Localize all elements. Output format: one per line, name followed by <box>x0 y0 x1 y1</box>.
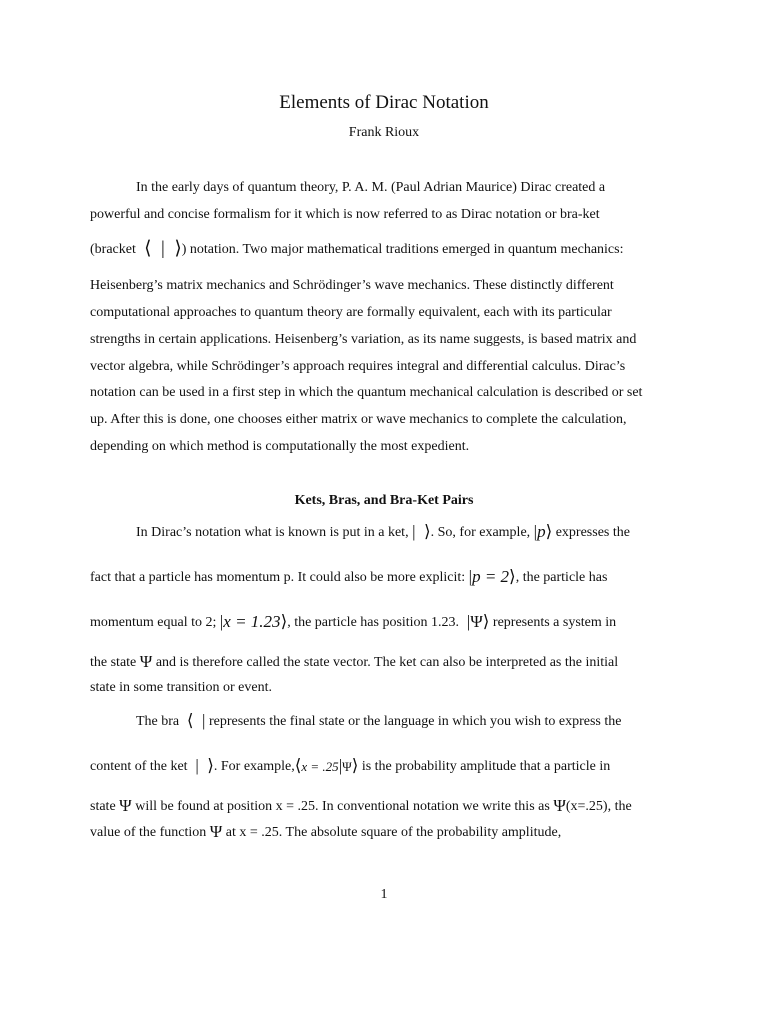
paragraph-line <box>90 568 607 586</box>
ket-p-equals-2: |p = 2⟩ <box>468 567 516 586</box>
paragraph-line <box>90 653 618 671</box>
paragraph-line <box>136 712 621 730</box>
text-fragment: , the particle has position 1.23. <box>287 615 460 630</box>
math-expression: x = .25 <box>301 759 339 774</box>
paragraph-line: notation can be used in a first step in which the quantum mechanical calculation is described or set <box>90 385 643 400</box>
text-fragment: and is therefore called the state vector. The ket can also be interpreted as the initial <box>155 655 619 670</box>
math-expression: x = 1.23 <box>223 612 281 631</box>
text-fragment: In Dirac’s notation what is known is put in a ket, <box>136 525 409 540</box>
paragraph-line <box>90 613 616 631</box>
paragraph-line: vector algebra, while Schrödinger’s approach requires integral and differential calculus. Dirac’s <box>90 359 626 374</box>
text-fragment: the state <box>90 655 137 670</box>
bra-symbol: ⟨ | <box>182 711 206 730</box>
paragraph-line: strengths in certain applications. Heisenberg’s variation, as its name suggests, is based matrix and <box>90 332 637 347</box>
text-fragment: momentum equal to 2; <box>90 615 217 630</box>
text-fragment: , the particle has <box>515 570 608 585</box>
psi-symbol: Ψ <box>209 822 223 841</box>
text-fragment: . For example, <box>213 759 295 774</box>
ket-psi: |Ψ⟩ <box>462 612 490 631</box>
paragraph-line: computational approaches to quantum theory are formally equivalent, each with its particular <box>90 305 612 320</box>
psi-symbol: Ψ <box>553 796 566 815</box>
braket-x-psi: ⟨x = .25|Ψ⟩ <box>294 756 359 775</box>
document-author: Frank Rioux <box>348 125 420 140</box>
psi-symbol: Ψ <box>470 612 483 631</box>
paragraph-line <box>90 823 561 841</box>
text-fragment: value of the function <box>90 825 207 840</box>
text-fragment: ) notation. Two major mathematical traditions emerged in quantum mechanics: <box>181 242 624 257</box>
psi-symbol: Ψ <box>139 652 153 671</box>
ket-symbol: | ⟩ <box>412 522 431 541</box>
text-fragment: . So, for example, <box>430 525 531 540</box>
paragraph-line <box>90 757 610 775</box>
paragraph-line: powerful and concise formalism for it which is now referred to as Dirac notation or bra-ket <box>90 207 600 222</box>
ket-x-equals-1-23: |x = 1.23⟩ <box>219 612 288 631</box>
text-fragment: state <box>90 799 116 814</box>
ket-symbol: | ⟩ <box>191 756 214 775</box>
text-fragment: at x = .25. The absolute square of the probability amplitude, <box>225 825 562 840</box>
math-variable: p <box>537 522 546 541</box>
text-fragment: represents the final state or the language in which you wish to express the <box>208 714 622 729</box>
text-fragment: fact that a particle has momentum p. It could also be more explicit: <box>90 570 466 585</box>
paragraph-line: state in some transition or event. <box>90 680 272 695</box>
text-fragment: expresses the <box>555 525 630 540</box>
paragraph-line: depending on which method is computationally the most expedient. <box>90 439 470 454</box>
psi-symbol: Ψ <box>342 759 352 774</box>
text-fragment: (bracket <box>90 242 136 257</box>
paragraph-line: up. After this is done, one chooses either matrix or wave mechanics to complete the calculation, <box>90 412 627 427</box>
document-title: Elements of Dirac Notation <box>279 92 489 113</box>
paragraph-line: In the early days of quantum theory, P. A. M. (Paul Adrian Maurice) Dirac created a <box>136 180 606 195</box>
text-fragment: represents a system in <box>492 615 617 630</box>
ket-p: |p⟩ <box>533 522 553 541</box>
page-number: 1 <box>380 887 388 902</box>
text-fragment: (x=.25), the <box>565 799 632 814</box>
text-fragment: is the probability amplitude that a particle in <box>361 759 611 774</box>
psi-symbol: Ψ <box>119 796 132 815</box>
math-expression: p = 2 <box>472 567 510 586</box>
paragraph-line: Heisenberg’s matrix mechanics and Schrödinger’s wave mechanics. These distinctly different <box>90 278 614 293</box>
text-fragment: The bra <box>136 714 180 729</box>
section-heading: Kets, Bras, and Bra-Ket Pairs <box>294 493 474 508</box>
paragraph-line <box>90 240 623 258</box>
text-fragment: will be found at position x = .25. In conventional notation we write this as <box>135 799 550 814</box>
paragraph-line <box>90 797 632 815</box>
text-fragment: content of the ket <box>90 759 188 774</box>
bracket-symbol: ⟨ | ⟩ <box>139 238 182 259</box>
paragraph-line <box>136 523 630 541</box>
